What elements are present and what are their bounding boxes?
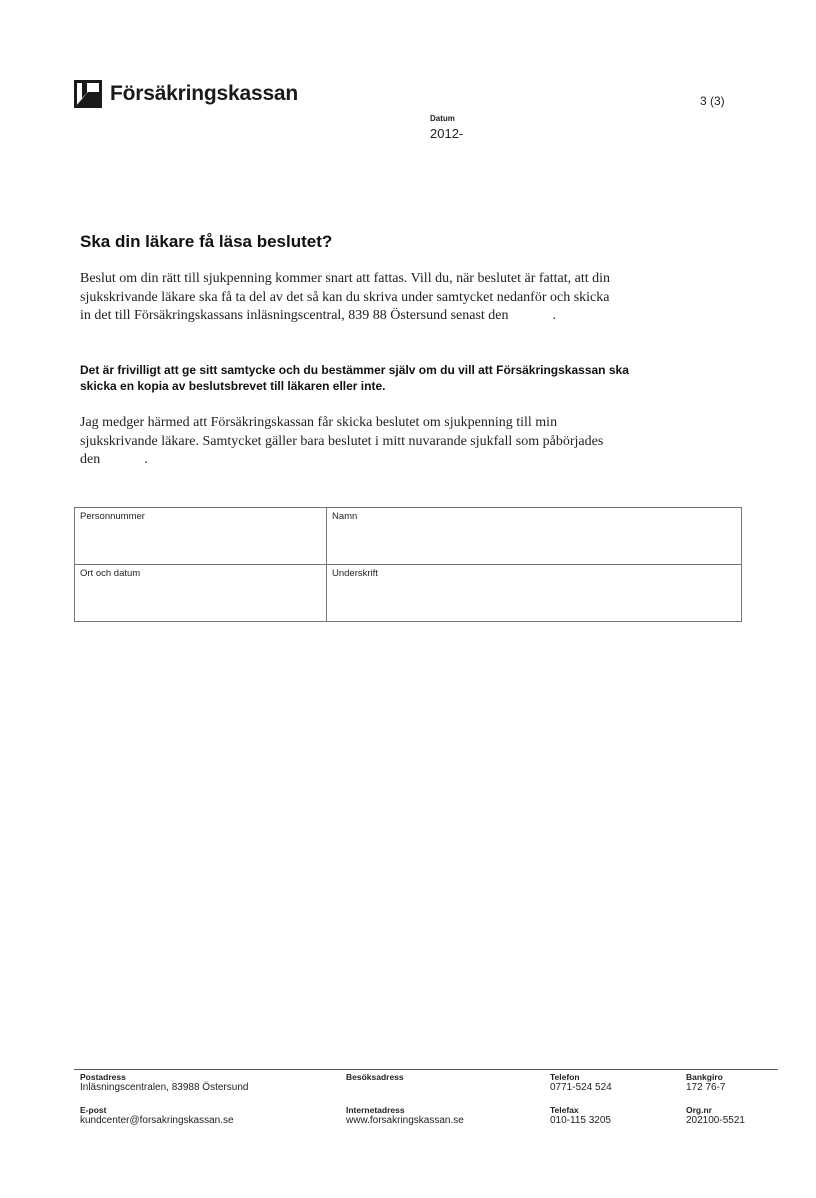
personnummer-field[interactable]: [75, 508, 327, 565]
forsakringskassan-logo-icon: [74, 80, 102, 108]
footer-postadress: [80, 1072, 248, 1094]
telefon-value: 0771-524 524: [550, 1082, 612, 1093]
paragraph-decision-end: .: [552, 308, 556, 323]
paragraph-decision: [80, 270, 620, 326]
besoksadress-label: Besöksadress: [346, 1072, 404, 1082]
postadress-label: Postadress: [80, 1072, 126, 1082]
footer-orgnr: [686, 1105, 745, 1127]
footer-telefon: [550, 1072, 612, 1094]
footer-telefax: [550, 1105, 611, 1127]
footer-divider: [74, 1069, 778, 1070]
paragraph-consent: [80, 414, 620, 470]
bankgiro-label: Bankgiro: [686, 1072, 723, 1082]
date-value: 2012-: [430, 126, 464, 141]
orgnr-label: Org.nr: [686, 1105, 712, 1115]
telefax-value: 010-115 3205: [550, 1115, 611, 1126]
bankgiro-value: 172 76-7: [686, 1082, 726, 1093]
internetadress-label: Internetadress: [346, 1105, 405, 1115]
namn-field[interactable]: [327, 508, 742, 565]
underskrift-label: Underskrift: [332, 568, 378, 579]
logo: [74, 80, 298, 108]
postadress-value: Inläsningscentralen, 83988 Östersund: [80, 1082, 249, 1093]
date-label: Datum: [430, 114, 455, 123]
footer-bankgiro: [686, 1072, 725, 1094]
paragraph-consent-text: Jag medger härmed att Försäkringskassan får skicka beslutet om sjukpenning till min sjukskrivande läkare. Samtycket gäller bara beslutet i mitt nuvarande sjukfall som påbörjades den: [80, 415, 604, 467]
footer-besoksadress: [346, 1072, 404, 1082]
telefon-label: Telefon: [550, 1072, 580, 1082]
internetadress-value[interactable]: www.forsakringskassan.se: [346, 1115, 464, 1126]
ort-datum-label: Ort och datum: [80, 568, 141, 579]
paragraph-consent-end: .: [144, 452, 148, 467]
telefax-label: Telefax: [550, 1105, 579, 1115]
ort-datum-field[interactable]: [75, 565, 327, 622]
page-number: 3 (3): [700, 94, 725, 108]
underskrift-field[interactable]: [327, 565, 742, 622]
namn-label: Namn: [332, 511, 358, 522]
personnummer-label: Personnummer: [80, 511, 145, 522]
footer-epost: [80, 1105, 234, 1127]
epost-label: E-post: [80, 1105, 107, 1115]
logo-text: Försäkringskassan: [110, 82, 299, 105]
consent-form: [74, 507, 742, 622]
footer-internetadress: [346, 1105, 464, 1127]
page-title: Ska din läkare få läsa beslutet?: [80, 232, 333, 251]
orgnr-value: 202100-5521: [686, 1115, 745, 1126]
voluntary-note: Det är frivilligt att ge sitt samtycke och du bestämmer själv om du vill att Försäkringskassan ska skicka en kopia av beslutsbrevet till läkaren eller inte.: [80, 363, 629, 393]
paragraph-decision-text: Beslut om din rätt till sjukpenning kommer snart att fattas. Vill du, när beslutet är fattat, att din sjukskrivande läkare ska få ta del av det så kan du skriva under samtycket nedanför och skicka in det till Försäkringskassans inläsningscentral, 839 88 Östersund senast den: [80, 271, 611, 323]
epost-value[interactable]: kundcenter@forsakringskassan.se: [80, 1115, 234, 1126]
